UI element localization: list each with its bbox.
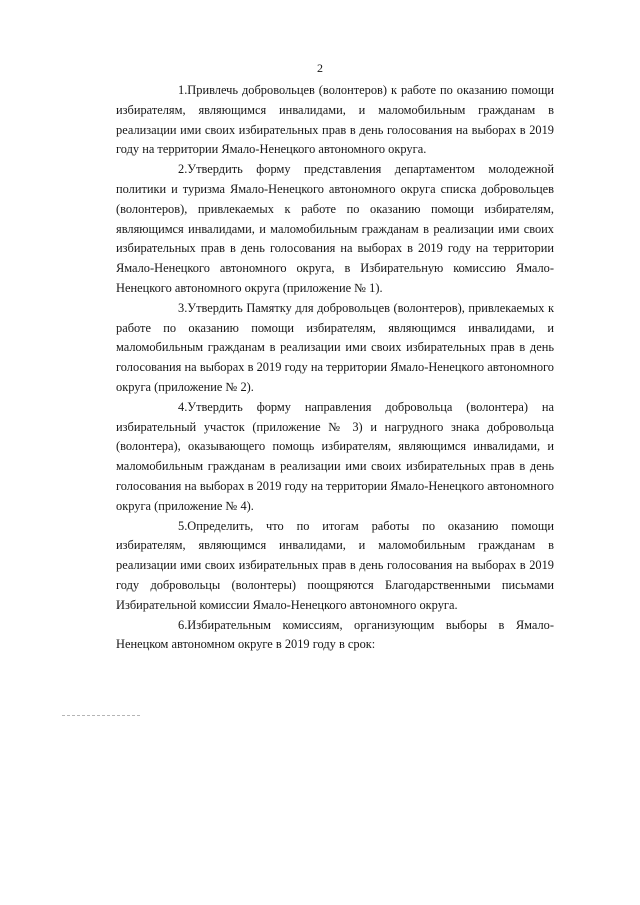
paragraph-text: Утвердить форму представления департаментом молодежной политики и туризма Ямало-Ненецкого автономного округа списка добровольцев (волонтеров), привлекаемых к работе по оказанию помощи избирателям, являющимся инвалидами, и маломобильным гражданам в реализации ими своих избирательных прав в день голосования на выборах в 2019 году на территории Ямало-Ненецкого автономного округа, в Избирательную комиссию Ямало-Ненецкого автономного округа (приложение № 1). [116, 162, 554, 295]
paragraph-number: 5. [178, 518, 188, 533]
paragraph-number: 2. [178, 162, 188, 177]
paragraph-number: 6. [178, 617, 188, 632]
paragraph-4 [116, 398, 554, 517]
page-number: 2 [317, 61, 323, 75]
paragraph-number: 1. [178, 83, 188, 97]
document-body [116, 81, 554, 655]
paragraph-number: 3. [178, 300, 188, 315]
paragraph-text: Утвердить форму направления добровольца (волонтера) на избирательный участок (приложение № 3) и нагрудного знака добровольца (волонтера), оказывающего помощь избирателям, являющимся инвалидами, и маломобильным гражданам в реализации ими своих избирательных прав в день голосования на выборах в 2019 году на территории Ямало-Ненецкого автономного округа (приложение № 4). [116, 399, 554, 513]
paragraph-2 [116, 160, 554, 299]
paragraph-text: Привлечь добровольцев (волонтеров) к работе по оказанию помощи избирателям, являющимся инвалидами, и маломобильным гражданам в реализации ими своих избирательных прав в день голосования на выборах в 2019 году на территории Ямало-Ненецкого автономного округа. [116, 83, 554, 157]
paragraph-text: Утвердить Памятку для добровольцев (волонтеров), привлекаемых к работе по оказанию помощи избирателям, являющимся инвалидами, и маломобильным гражданам в реализации ими своих избирательных прав в день голосования на выборах в 2019 году на территории Ямало-Ненецкого автономного округа (приложение № 2). [116, 300, 554, 394]
paragraph-text: Определить, что по итогам работы по оказанию помощи избирателям, являющимся инвалидами, и маломобильным гражданам в реализации ими своих избирательных прав в день голосования на выборах в 2019 году добровольцы (волонтеры) поощряются Благодарственными письмами Избирательной комиссии Ямало-Ненецкого автономного округа. [116, 518, 554, 612]
paragraph-5 [116, 517, 554, 616]
paragraph-text: Избирательным комиссиям, организующим выборы в Ямало-Ненецком автономном округе в 2019 году в срок: [116, 617, 554, 652]
paragraph-1 [116, 81, 554, 160]
paragraph-3 [116, 299, 554, 398]
paragraph-number: 4. [178, 399, 188, 414]
footnote-divider [62, 715, 140, 716]
paragraph-6 [116, 616, 554, 656]
